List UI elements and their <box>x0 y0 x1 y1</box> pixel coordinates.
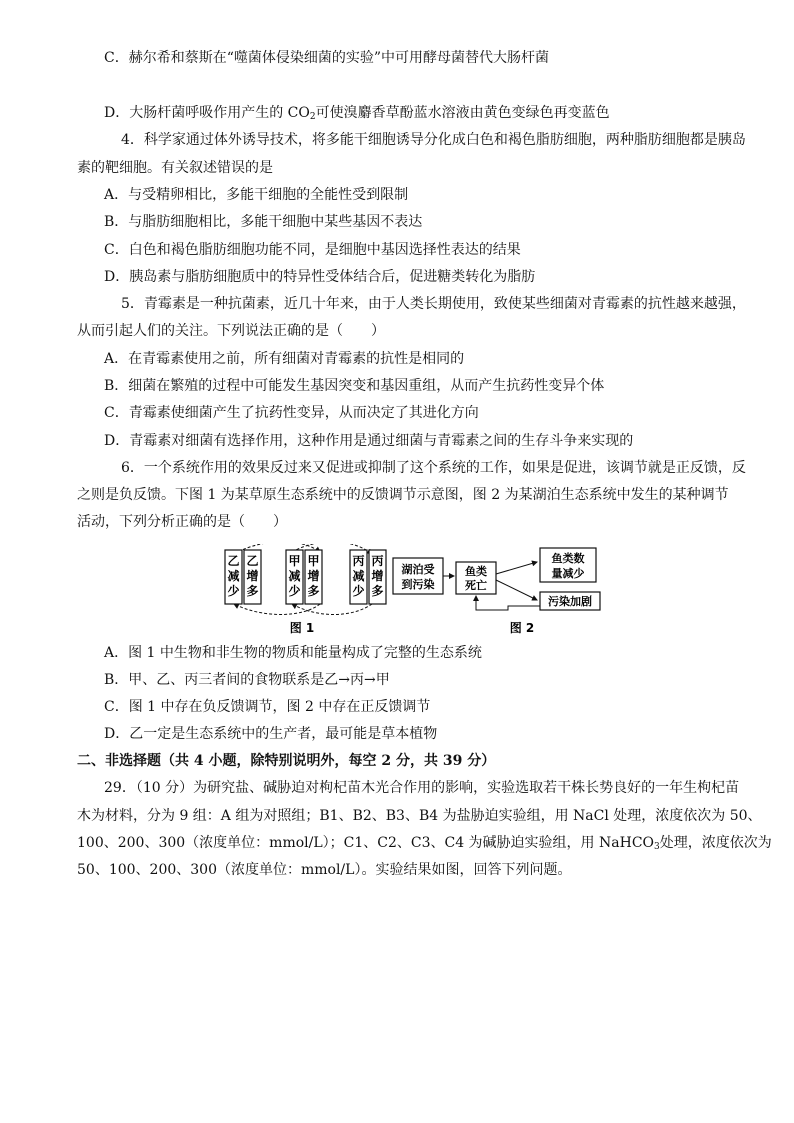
text-line-l6: B．与脂肪细胞相比，多能干细胞中某些基因不表达 <box>104 214 423 230</box>
box-jia-increase <box>305 550 322 604</box>
text-line-l16: 之则是负反馈。下图 1 为某草原生态系统中的反馈调节示意图，图 2 为某湖泊生态系统中发生的某种调节 <box>77 487 729 503</box>
figure-2-caption: 图 2 <box>509 621 535 635</box>
figure-2-pollution-diagram <box>392 546 608 636</box>
fish-decrease-line2: 量减少 <box>551 567 585 580</box>
box-char: 丙 <box>352 554 365 568</box>
text-line-l11: A．在青霉素使用之前，所有细菌对青霉素的抗性是相同的 <box>104 351 465 367</box>
text-line-l7: C．白色和褐色脂肪细胞功能不同，是细胞中基因选择性表达的结果 <box>104 242 521 258</box>
text-line-l21: D．乙一定是生态系统中的生产者，最可能是草本植物 <box>104 726 438 742</box>
box-char: 乙 <box>246 554 259 568</box>
text-line-l1: C．赫尔希和蔡斯在“噬菌体侵染细菌的实验”中可用酵母菌替代大肠杆菌 <box>104 50 550 66</box>
box-char: 减 <box>288 569 301 583</box>
box-char: 少 <box>227 584 240 598</box>
box-yi-decrease <box>225 550 242 604</box>
box-char: 减 <box>227 569 240 583</box>
fish-death-line1: 鱼类 <box>465 565 487 578</box>
subscript: 3 <box>654 842 660 852</box>
box-char: 少 <box>288 584 301 598</box>
text-line-l3: 4．科学家通过体外诱导技术，将多能干细胞诱导分化成白色和褐色脂肪细胞，两种脂肪细胞都是胰岛 <box>121 132 746 148</box>
box-jia-decrease <box>286 550 303 604</box>
text-line-l9: 5．青霉素是一种抗菌素，近几十年来，由于人类长期使用，致使某些细菌对青霉素的抗性越来越强， <box>121 296 746 312</box>
box-char: 丙 <box>371 554 384 568</box>
box-char: 增 <box>307 569 320 583</box>
arrow-fish-to-pollution <box>496 580 537 600</box>
text-line-l20: C．图 1 中存在负反馈调节，图 2 中存在正反馈调节 <box>104 699 431 715</box>
text-line-l23: 29．（10 分）为研究盐、碱胁迫对枸杞苗木光合作用的影响，实验选取若干株长势良好的一年生枸杞苗 <box>104 780 740 796</box>
box-char: 多 <box>371 584 384 598</box>
figure-1-caption: 图 1 <box>289 621 315 634</box>
text-line-l25 <box>77 833 772 853</box>
cycle-arc-bottom-left <box>234 604 320 615</box>
box-bing-decrease <box>350 550 367 604</box>
pollution-worsen-label: 污染加剧 <box>548 595 592 608</box>
text-line-l12: B．细菌在繁殖的过程中可能发生基因突变和基因重组，从而产生抗药性变异个体 <box>104 378 605 394</box>
box-char: 减 <box>352 569 365 583</box>
box-char: 乙 <box>227 554 240 568</box>
box-char: 多 <box>307 584 320 598</box>
box-char: 甲 <box>307 554 320 568</box>
text-line-l26: 50、100、200、300（浓度单位：mmol/L）。实验结果如图，回答下列问题。 <box>77 862 572 878</box>
text-segment: 处理，浓度依次为 <box>659 835 772 851</box>
text-line-l18: A．图 1 中生物和非生物的物质和能量构成了完整的生态系统 <box>104 645 482 661</box>
text-line-l2 <box>104 103 610 123</box>
box-char: 增 <box>246 569 259 583</box>
box-char: 增 <box>371 569 384 583</box>
text-line-l19: B．甲、乙、丙三者间的食物联系是乙→丙→甲 <box>104 672 390 688</box>
text-segment: 100、200、300（浓度单位：mmol/L）；C1、C2、C3、C4 为碱胁迫实验组，用 NaHCO <box>77 835 655 851</box>
text-segment: D．大肠杆菌呼吸作用产生的 CO <box>104 105 310 121</box>
figure-1-feedback-diagram <box>222 544 392 634</box>
text-line-l8: D．胰岛素与脂肪细胞质中的特异性受体结合后，促进糖类转化为脂肪 <box>104 269 536 285</box>
box-char: 甲 <box>288 554 301 568</box>
text-line-l4: 素的靶细胞。有关叙述错误的是 <box>77 160 273 176</box>
lake-polluted-line2: 到污染 <box>401 578 435 591</box>
arrow-pollution-back-to-fish <box>476 596 540 610</box>
text-line-l10: 从而引起人们的关注。下列说法正确的是（ ） <box>77 323 385 339</box>
text-line-l24: 木为材料，分为 9 组：A 组为对照组；B1、B2、B3、B4 为盐胁迫实验组，用 NaCl 处理，浓度依次为 50、 <box>77 808 762 824</box>
text-line-l14: D．青霉素对细菌有选择作用，这种作用是通过细菌与青霉素之间的生存斗争来实现的 <box>104 433 634 449</box>
text-segment: 可使溴麝香草酚蓝水溶液由黄色变绿色再变蓝色 <box>315 105 610 121</box>
text-line-l22: 二、非选择题（共 4 小题，除特别说明外，每空 2 分，共 39 分） <box>77 753 496 769</box>
box-char: 少 <box>352 584 365 598</box>
text-line-l5: A．与受精卵相比，多能干细胞的全能性受到限制 <box>104 187 409 203</box>
box-bing-increase <box>369 550 386 604</box>
text-line-l17: 活动，下列分析正确的是（ ） <box>77 514 287 530</box>
fish-decrease-line1: 鱼类数 <box>551 552 585 565</box>
box-char: 多 <box>246 584 259 598</box>
lake-polluted-line1: 湖泊受 <box>401 563 435 576</box>
subscript: 2 <box>309 112 316 122</box>
box-yi-increase <box>244 550 261 604</box>
cycle-arc-bottom-right <box>292 604 372 615</box>
text-line-l15: 6．一个系统作用的效果反过来又促进或抑制了这个系统的工作，如果是促进，该调节就是正反馈，反 <box>121 460 746 476</box>
arrow-fish-to-decrease <box>496 562 537 574</box>
text-line-l13: C．青霉素使细菌产生了抗药性变异，从而决定了其进化方向 <box>104 405 479 421</box>
fish-death-line2: 死亡 <box>465 579 487 592</box>
